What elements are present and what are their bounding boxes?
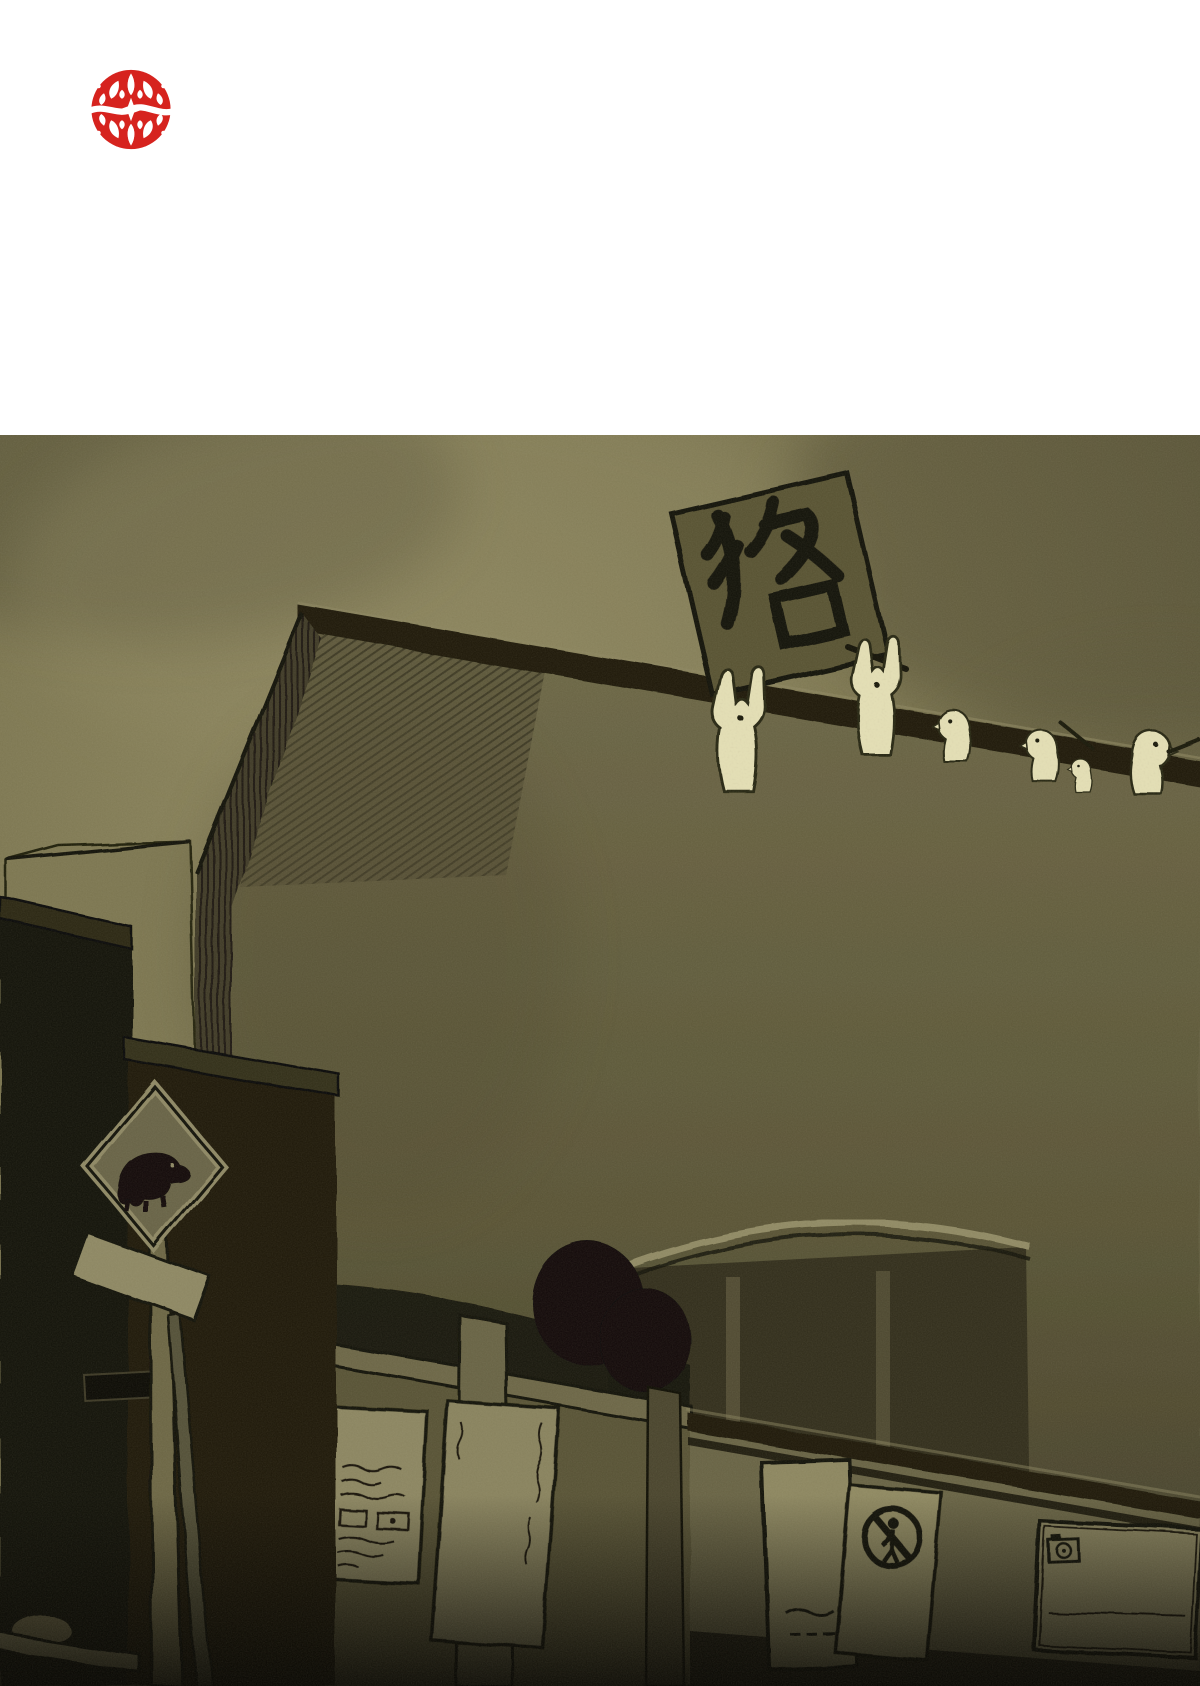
cover-art <box>0 435 1200 1686</box>
publisher-ornament-icon <box>86 60 176 159</box>
publisher-logo <box>86 60 176 160</box>
paper-grain-dark <box>0 435 1200 1686</box>
cover-illustration <box>0 435 1200 1686</box>
